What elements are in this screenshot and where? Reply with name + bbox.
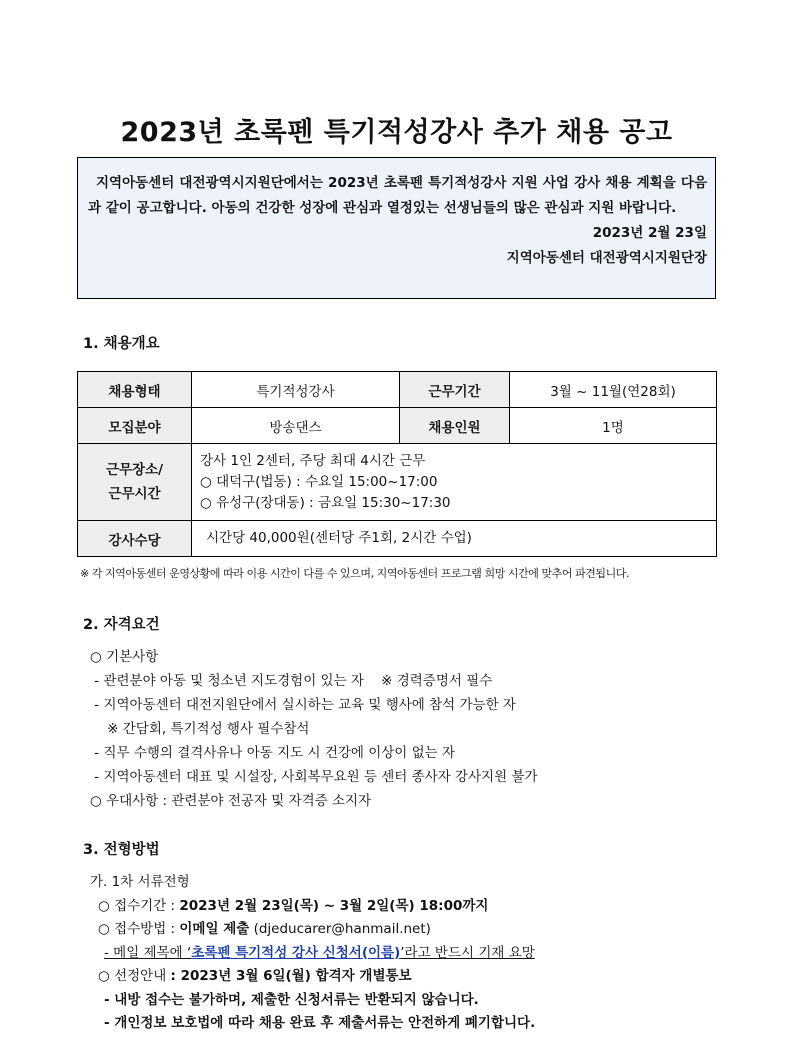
email-address: (djeducarer@hanmail.net) [249, 921, 431, 937]
section-heading-selection: 3. 전형방법 [83, 842, 160, 858]
label-field: 모집분야 [78, 408, 192, 444]
list-item: - 내방 접수는 불가하며, 제출한 신청서류는 반환되지 않습니다. [104, 991, 479, 1008]
section-heading-qualifications: 2. 자격요건 [83, 617, 160, 633]
recruit-overview-table [77, 371, 717, 557]
label-work-place-time [78, 444, 192, 521]
value-field: 방송댄스 [192, 408, 400, 444]
page-title: 2023년 초록펜 특기적성강사 추가 채용 공고 [120, 117, 673, 148]
value-headcount: 1명 [510, 408, 717, 444]
table-row [78, 521, 717, 557]
list-item: - 개인정보 보호법에 따라 채용 완료 후 제출서류는 안전하게 폐기합니다. [104, 1015, 536, 1031]
table-row [78, 372, 717, 408]
label-line: 근무시간 [108, 486, 161, 502]
value-employment-type: 특기적성강사 [192, 372, 400, 408]
announce-value: : 2023년 3월 6일(월) 합격자 개별통보 [170, 968, 412, 984]
list-item [90, 895, 535, 919]
work-line: 강사 1인 2센터, 주당 최대 4시간 근무 [200, 452, 426, 469]
label-line: 근무장소/ [105, 462, 164, 478]
notice-body: 지역아동센터 대전광역시지원단에서는 2023년 초록펜 특기적성강사 지원 사업 강사 채용 계획을 다음과 같이 공고합니다. 아동의 건강한 성장에 관심과 열정있는 선생님들의 많은 관심과 지원 바랍니다. [88, 175, 707, 216]
list-item [90, 965, 535, 989]
label-employment-type: 채용형태 [78, 372, 192, 408]
subject-format: 초록펜 특기적성 강사 신청서(이름) [191, 944, 401, 961]
work-line: ○ 유성구(장대동) : 금요일 15:30~17:30 [200, 494, 451, 511]
table-row [78, 408, 717, 444]
value-work-period: 3월 ~ 11월(연28회) [510, 372, 717, 408]
list-item: - 직무 수행의 결격사유나 아동 지도 시 건강에 이상이 없는 자 [90, 745, 456, 761]
list-item: ○ 우대사항 : 관련분야 전공자 및 자격증 소지자 [90, 793, 372, 809]
notice-date: 2023년 2월 23일 [592, 225, 707, 241]
list-item: - 지역아동센터 대전지원단에서 실시하는 교육 및 행사에 참석 가능한 자 [90, 697, 516, 713]
subject-suffix: ’라고 반드시 기재 요망 [400, 944, 535, 961]
list-item: - 관련분야 아동 및 청소년 지도경험이 있는 자 ※ 경력증명서 필수 [90, 673, 493, 689]
method-label: ○ 접수방법 : [98, 921, 180, 937]
period-value: 2023년 2월 23일(목) ~ 3월 2일(목) 18:00까지 [179, 897, 489, 914]
list-item: ※ 간담회, 특기적성 행사 필수참석 [90, 721, 310, 737]
notice-box [77, 157, 716, 299]
table-footnote: ※ 각 지역아동센터 운영상황에 따라 이용 시간이 다를 수 있으며, 지역아동센터 프로그램 희망 시간에 맞추어 파견됩니다. [80, 567, 630, 580]
value-work-place-time [192, 444, 717, 521]
label-work-period: 근무기간 [400, 372, 510, 408]
label-pay: 강사수당 [78, 521, 192, 557]
list-item: - 지역아동센터 대표 및 시설장, 사회복무요원 등 센터 종사자 강사지원 불가 [90, 769, 538, 785]
announce-label: ○ 선정안내 [98, 968, 171, 984]
qualifications-list [90, 645, 538, 813]
period-label: ○ 접수기간 : [98, 897, 180, 914]
list-item: ○ 기본사항 [90, 649, 159, 665]
value-pay: 시간당 40,000원(센터당 주1회, 2시간 수업) [192, 521, 717, 557]
subject-prefix: - 메일 제목에 ‘ [104, 944, 192, 961]
list-item [90, 871, 535, 895]
sub-heading: 가. 1차 서류전형 [90, 874, 190, 890]
list-item [90, 942, 535, 966]
notice-signer: 지역아동센터 대전광역시지원단장 [506, 250, 707, 266]
label-headcount: 채용인원 [400, 408, 510, 444]
section-heading-overview: 1. 채용개요 [83, 336, 160, 352]
work-line: ○ 대덕구(법동) : 수요일 15:00~17:00 [200, 473, 438, 490]
list-item [90, 918, 535, 942]
method-bold: 이메일 제출 [179, 921, 250, 937]
selection-list [90, 871, 535, 1036]
table-row [78, 444, 717, 521]
